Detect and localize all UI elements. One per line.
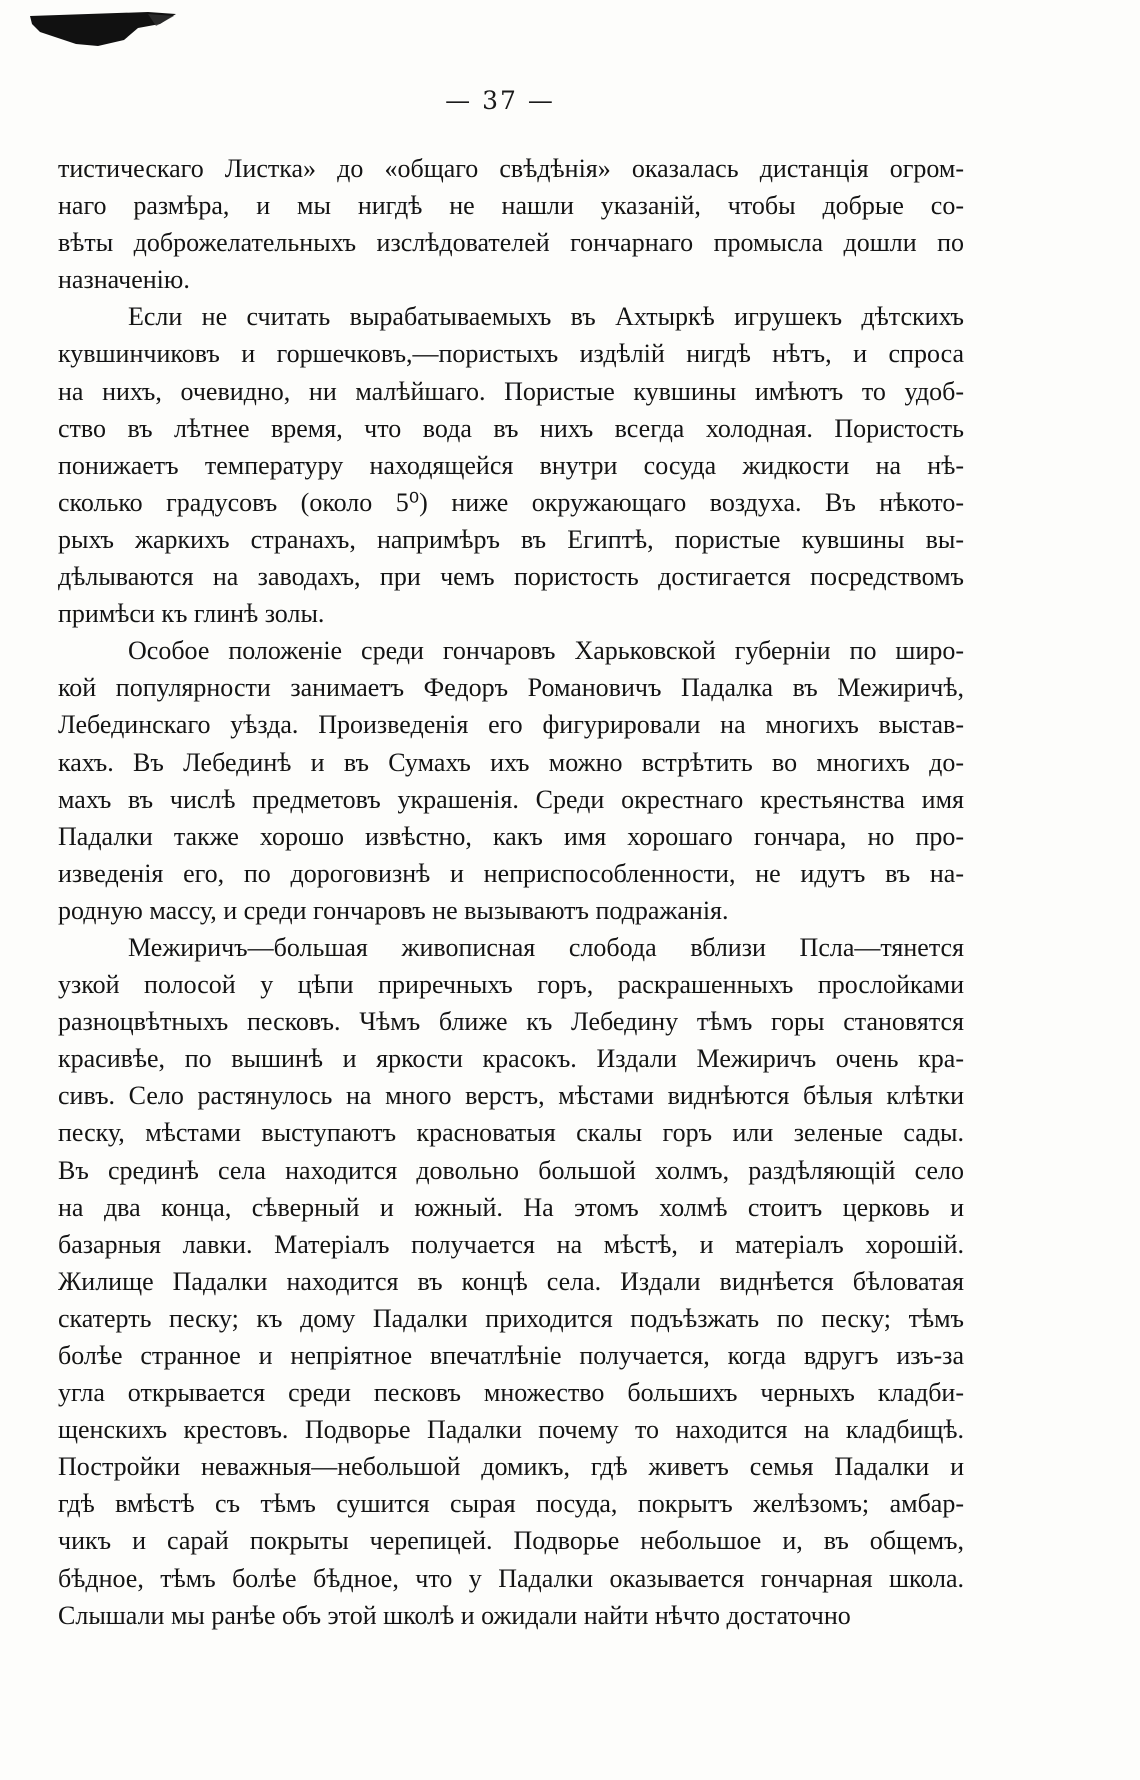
text-line: изведенія его, по дороговизнѣ и неприспособленности, не идутъ въ на- xyxy=(58,858,964,888)
text-line: бѣдное, тѣмъ болѣе бѣдное, что у Падалки оказывается гончарная школа. xyxy=(58,1563,964,1593)
text-line: болѣе странное и непріятное впечатлѣніе получается, когда вдругъ изъ-за xyxy=(58,1341,964,1370)
text-line: понижаетъ температуру находящейся внутри сосуда жидкости на нѣ- xyxy=(58,450,964,480)
text-line: махъ въ числѣ предметовъ украшенія. Среди окрестнаго крестьянства имя xyxy=(58,784,964,814)
paragraph xyxy=(58,929,964,1634)
text-line: Межиричъ—большая живописная слобода вблизи Псла—тянется xyxy=(128,932,964,962)
text-line: тистическаго Листка» до «общаго свѣдѣнія» оказалась дистанція огром- xyxy=(58,154,964,183)
text-line: угла открывается среди песковъ множество большихъ черныхъ кладби- xyxy=(58,1378,964,1408)
text-line: песку, мѣстами выступаютъ красноватыя скалы горъ или зеленые сады. xyxy=(58,1118,964,1148)
page-number: — 37 — xyxy=(445,86,555,115)
text-line: Падалки также хорошо извѣстно, какъ имя хорошаго гончара, но про- xyxy=(58,821,964,851)
paragraph xyxy=(58,150,964,298)
text-line: Жилище Падалки находится въ концѣ села. Издали виднѣется бѣловатая xyxy=(58,1266,964,1296)
text-line: на нихъ, очевидно, ни малѣйшаго. Пористые кувшины имѣютъ то удоб- xyxy=(58,376,964,406)
text-line: родную массу, и среди гончаровъ не вызываютъ подражанія. xyxy=(58,895,729,925)
text-line: сколько градусовъ (около 5⁰) ниже окружающаго воздуха. Въ нѣкото- xyxy=(58,487,964,517)
text-line: чикъ и сарай покрыты черепицей. Подворье небольшое и, въ общемъ, xyxy=(58,1526,964,1556)
text-line: кой популярности занимаетъ Федоръ Романовичъ Падалка въ Межиричѣ, xyxy=(58,673,964,703)
paragraph xyxy=(58,298,964,632)
text-line: скатерть песку; къ дому Падалки приходится подъѣзжать по песку; тѣмъ xyxy=(58,1303,964,1333)
text-line: Въ срединѣ села находится довольно большой холмъ, раздѣляющій село xyxy=(58,1155,964,1185)
ink-smudge-mark xyxy=(28,10,178,48)
text-line: красивѣе, по вышинѣ и яркости красокъ. Издали Межиричъ очень кра- xyxy=(58,1044,964,1074)
text-line: примѣси къ глинѣ золы. xyxy=(58,599,325,629)
text-line: ство въ лѣтнее время, что вода въ нихъ всегда холодная. Пористость xyxy=(58,413,964,443)
text-line: Лебединскаго уѣзда. Произведенія его фигурировали на многихъ выстав- xyxy=(58,710,964,740)
text-line: кувшинчиковъ и горшечковъ,—пористыхъ издѣлій нигдѣ нѣтъ, и спроса xyxy=(58,339,964,369)
text-line: Особое положеніе среди гончаровъ Харьковской губерніи по широ- xyxy=(128,636,964,666)
text-line: узкой полосой у цѣпи приречныхъ горъ, раскрашенныхъ прослойками xyxy=(58,970,964,1000)
text-line: сивъ. Село растянулось на много верстъ, мѣстами виднѣются бѣлыя клѣтки xyxy=(58,1081,964,1111)
text-line: Постройки неважныя—небольшой домикъ, гдѣ живетъ семья Падалки и xyxy=(58,1452,964,1482)
text-line: назначенію. xyxy=(58,265,190,295)
text-line: кахъ. Въ Лебединѣ и въ Сумахъ ихъ можно встрѣтить во многихъ до- xyxy=(58,747,964,777)
paragraph xyxy=(58,632,964,929)
text-line: гдѣ вмѣстѣ съ тѣмъ сушится сырая посуда, покрытъ желѣзомъ; амбар- xyxy=(58,1489,964,1519)
text-line: щенскихъ крестовъ. Подворье Падалки почему то находится на кладбищѣ. xyxy=(58,1415,964,1445)
text-line: наго размѣра, и мы нигдѣ не нашли указаній, чтобы добрые со- xyxy=(58,191,964,221)
text-line: вѣты доброжелательныхъ изслѣдователей гончарнаго промысла дошли по xyxy=(58,228,964,258)
text-line: дѣлываются на заводахъ, при чемъ пористость достигается посредствомъ xyxy=(58,562,964,592)
text-line: на два конца, сѣверный и южный. На этомъ холмѣ стоитъ церковь и xyxy=(58,1192,964,1222)
body-text xyxy=(58,150,964,1634)
text-line: разноцвѣтныхъ песковъ. Чѣмъ ближе къ Лебедину тѣмъ горы становятся xyxy=(58,1007,964,1037)
text-line: Если не считать вырабатываемыхъ въ Ахтыркѣ игрушекъ дѣтскихъ xyxy=(128,302,964,332)
text-line: рыхъ жаркихъ странахъ, напримѣръ въ Египтѣ, пористые кувшины вы- xyxy=(58,524,964,554)
text-line: Слышали мы ранѣе объ этой школѣ и ожидали найти нѣчто достаточно xyxy=(58,1600,851,1630)
text-line: базарныя лавки. Матеріалъ получается на мѣстѣ, и матеріалъ хорошій. xyxy=(58,1229,964,1259)
